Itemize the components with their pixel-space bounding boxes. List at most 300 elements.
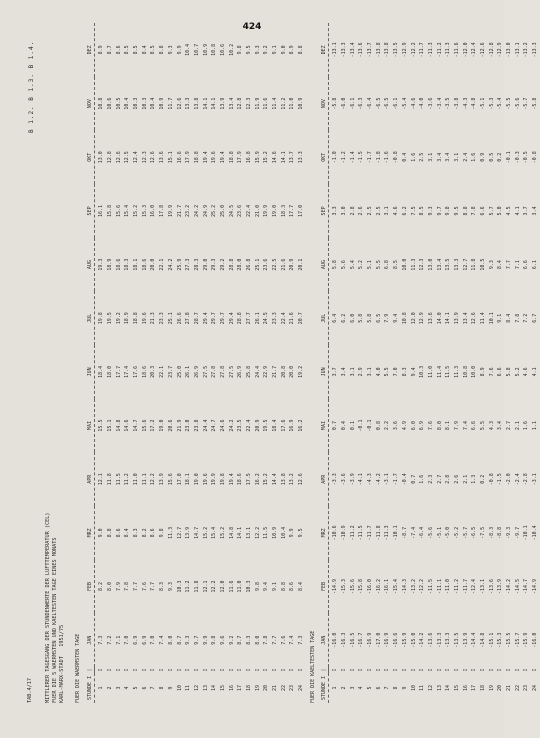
- table-row: [487, 23, 496, 703]
- temperature-cell: 1.1: [532, 421, 539, 431]
- hour-cell: 19: [488, 684, 495, 692]
- temperature-cell: 8.0: [167, 635, 174, 645]
- temperature-cell: 8.8: [298, 45, 305, 55]
- month-column-header: DEZ: [86, 45, 93, 55]
- temperature-cell: 10.3: [419, 365, 426, 378]
- column-separator: I: [124, 668, 131, 672]
- temperature-cell: 19.0: [159, 419, 166, 432]
- temperature-cell: 28.8: [237, 312, 244, 325]
- temperature-cell: 13.6: [427, 312, 434, 325]
- temperature-cell: 22.1: [159, 365, 166, 378]
- temperature-cell: -12.2: [410, 42, 417, 58]
- month-column-header: MRZ: [320, 528, 327, 538]
- temperature-cell: -0.4: [401, 473, 408, 486]
- temperature-cell: 9.0: [98, 528, 105, 538]
- temperature-cell: 14.1: [237, 526, 244, 539]
- hour-cell: 21: [272, 684, 279, 692]
- temperature-cell: 1.6: [410, 152, 417, 162]
- temperature-cell: 8.3: [133, 528, 140, 538]
- temperature-cell: -3.3: [332, 473, 339, 486]
- reference-codes: B 1.2. B 1.3. B 1.4.: [28, 40, 35, 133]
- temperature-cell: 8.6: [115, 45, 122, 55]
- column-separator: I: [384, 668, 391, 672]
- temperature-cell: -5.5: [506, 97, 513, 110]
- temperature-cell: 18.3: [124, 258, 131, 271]
- temperature-cell: -4.3: [462, 97, 469, 110]
- temperature-cell: 15.9: [254, 151, 261, 164]
- temperature-cell: -15.0: [410, 632, 417, 648]
- temperature-cell: 22.4: [280, 312, 287, 325]
- temperature-cell: 17.7: [115, 365, 122, 378]
- temperature-cell: 2.2: [384, 421, 391, 431]
- temperature-cell: 20.1: [298, 258, 305, 271]
- temperature-cell: 11.2: [280, 97, 287, 110]
- temperature-cell: 16.8: [246, 151, 253, 164]
- temperature-cell: 10.3: [133, 97, 140, 110]
- temperature-cell: 10.6: [219, 43, 226, 56]
- temperature-cell: 8.4: [506, 313, 513, 323]
- column-separator: I: [167, 668, 174, 672]
- temperature-cell: -13.2: [410, 578, 417, 595]
- temperature-cell: 26.6: [176, 312, 183, 325]
- temperature-cell: 14.8: [115, 419, 122, 432]
- temperature-cell: 13.4: [462, 312, 469, 325]
- column-separator: I: [254, 668, 261, 672]
- table-row: [245, 23, 254, 703]
- temperature-cell: 0.7: [410, 474, 417, 484]
- temperature-cell: -0.3: [514, 151, 521, 164]
- temperature-cell: 8.7: [107, 45, 114, 55]
- temperature-cell: 9.8: [159, 528, 166, 538]
- temperature-cell: 23.0: [185, 419, 192, 432]
- table-row: [158, 23, 167, 703]
- temperature-cell: -5.4: [401, 97, 408, 110]
- hour-cell: 7: [150, 686, 157, 690]
- temperature-cell: 0.5: [488, 152, 495, 162]
- temperature-cell: 11.1: [141, 473, 148, 486]
- hour-cell: 15: [219, 684, 226, 692]
- temperature-cell: -11.3: [384, 525, 391, 541]
- temperature-cell: 22.5: [272, 258, 279, 271]
- temperature-cell: -13.8: [384, 42, 391, 58]
- temperature-cell: 9.3: [167, 45, 174, 55]
- column-separator: I: [332, 668, 339, 672]
- temperature-cell: 18.6: [141, 258, 148, 271]
- temperature-cell: 6.9: [133, 635, 140, 645]
- temperature-cell: 10.3: [141, 97, 148, 110]
- temperature-cell: 19.0: [193, 473, 200, 486]
- table-row: [392, 23, 401, 703]
- temperature-cell: 11.8: [107, 473, 114, 486]
- hour-cell: 9: [167, 686, 174, 690]
- temperature-cell: -8.8: [497, 526, 504, 539]
- temperature-cell: 13.9: [453, 312, 460, 325]
- temperature-cell: 8.9: [98, 45, 105, 55]
- column-separator: I: [298, 668, 305, 672]
- temperature-cell: 12.3: [141, 151, 148, 164]
- temperature-cell: -15.1: [488, 632, 495, 648]
- temperature-cell: 25.1: [167, 312, 174, 325]
- hour-cell: 13: [202, 684, 209, 692]
- temperature-cell: 3.6: [393, 421, 400, 431]
- temperature-cell: 20.9: [254, 419, 261, 432]
- temperature-cell: 14.1: [280, 151, 287, 164]
- hour-cell: 16: [462, 684, 469, 692]
- temperature-cell: 17.0: [298, 204, 305, 217]
- temperature-cell: 14.1: [211, 97, 218, 110]
- temperature-cell: 20.9: [289, 258, 296, 271]
- table-header-row: [85, 23, 95, 703]
- hour-cell: 12: [193, 684, 200, 692]
- temperature-cell: 7.6: [280, 635, 287, 645]
- column-separator: I: [176, 668, 183, 672]
- temperature-cell: -4.1: [358, 473, 365, 486]
- column-separator: I: [141, 668, 148, 672]
- temperature-cell: -13.6: [427, 632, 434, 648]
- temperature-cell: 27.8: [211, 365, 218, 378]
- temperature-cell: 8.5: [133, 45, 140, 55]
- temperature-cell: 13.3: [453, 258, 460, 271]
- hour-cell: 8: [159, 686, 166, 690]
- temperature-cell: 6.7: [532, 313, 539, 323]
- temperature-cell: 2.8: [349, 206, 356, 216]
- temperature-cell: 12.6: [115, 151, 122, 164]
- temperature-cell: 9.5: [298, 528, 305, 538]
- temperature-cell: -1.0: [332, 151, 339, 164]
- temperature-cell: -15.7: [514, 632, 521, 648]
- temperature-cell: 15.1: [107, 419, 114, 432]
- month-column-header: AUG: [86, 260, 93, 270]
- temperature-cell: 2.9: [358, 367, 365, 377]
- temperature-cell: 10.4: [150, 97, 157, 110]
- table-row: [167, 23, 176, 703]
- temperature-cell: 11.3: [410, 258, 417, 271]
- hour-cell: 10: [410, 684, 417, 692]
- temperature-cell: 6.2: [401, 206, 408, 216]
- table-row: [123, 23, 132, 703]
- temperature-cell: 24.2: [167, 258, 174, 271]
- column-separator: I: [289, 668, 296, 672]
- temperature-cell: 8.3: [246, 635, 253, 645]
- temperature-cell: 19.2: [115, 312, 122, 325]
- temperature-cell: -14.3: [401, 578, 408, 595]
- temperature-cell: 18.6: [115, 258, 122, 271]
- temperature-cell: -4.8: [471, 97, 478, 110]
- temperature-cell: -0.8: [488, 473, 495, 486]
- temperature-cell: 12.1: [202, 580, 209, 593]
- table-row: [297, 23, 306, 703]
- temperature-cell: 12.8: [237, 97, 244, 110]
- month-column-header: JAN: [320, 635, 327, 645]
- temperature-cell: 2.6: [358, 206, 365, 216]
- temperature-cell: -5.2: [453, 526, 460, 539]
- temperature-cell: 16.0: [150, 204, 157, 217]
- column-separator: I: [532, 668, 539, 672]
- table-row: [418, 23, 427, 703]
- temperature-cell: 13.9: [219, 97, 226, 110]
- column-separator: I: [523, 668, 530, 672]
- temperature-cell: 18.0: [107, 365, 114, 378]
- temperature-cell: 8.9: [480, 367, 487, 377]
- temperature-cell: 24.5: [263, 312, 270, 325]
- temperature-cell: -5.6: [514, 97, 521, 110]
- month-column-header: MAI: [86, 421, 93, 431]
- temperature-cell: 11.6: [263, 97, 270, 110]
- temperature-cell: -12.0: [462, 42, 469, 58]
- table-row: [253, 23, 262, 703]
- hour-column-header: STUNDE I: [320, 675, 327, 701]
- temperature-cell: -5.8: [332, 97, 339, 110]
- temperature-cell: 8.5: [124, 45, 131, 55]
- temperature-cell: -13.6: [488, 578, 495, 595]
- temperature-cell: -0.1: [367, 419, 374, 432]
- temperature-cell: -14.5: [514, 578, 521, 595]
- temperature-cell: -3.1: [384, 473, 391, 486]
- temperature-cell: 23.8: [193, 419, 200, 432]
- temperature-cell: -5.1: [436, 526, 443, 539]
- temperature-cell: -14.4: [471, 632, 478, 648]
- temperature-cell: 10.7: [193, 43, 200, 56]
- column-separator: I: [462, 668, 469, 672]
- temperature-cell: 11.8: [471, 258, 478, 271]
- temperature-cell: 8.1: [445, 421, 452, 431]
- table-row: [236, 23, 245, 703]
- temperature-cell: -1.4: [349, 151, 356, 164]
- temperature-cell: 12.2: [150, 473, 157, 486]
- temperature-cell: -13.5: [393, 42, 400, 58]
- hour-cell: 20: [497, 684, 504, 692]
- temperature-cell: -10.1: [393, 525, 400, 541]
- temperature-cell: -6.5: [384, 97, 391, 110]
- temperature-cell: -5.6: [427, 526, 434, 539]
- temperature-cell: 5.8: [332, 260, 339, 270]
- temperature-cell: 21.7: [176, 204, 183, 217]
- hour-cell: 14: [211, 684, 218, 692]
- column-separator: I: [453, 668, 460, 672]
- temperature-cell: 8.5: [393, 260, 400, 270]
- temperature-cell: 2.7: [506, 421, 513, 431]
- temperature-cell: 12.8: [107, 151, 114, 164]
- column-separator: I: [341, 668, 348, 672]
- temperature-cell: 29.3: [211, 258, 218, 271]
- temperature-cell: 25.1: [254, 258, 261, 271]
- temperature-cell: -1.7: [393, 473, 400, 486]
- temperature-cell: 11.2: [124, 473, 131, 486]
- temperature-cell: -4.3: [367, 473, 374, 486]
- temperature-cell: 11.0: [427, 365, 434, 378]
- temperature-cell: 7.9: [453, 421, 460, 431]
- hour-cell: 18: [246, 684, 253, 692]
- temperature-cell: -16.9: [367, 632, 374, 648]
- temperature-cell: 7.8: [263, 635, 270, 645]
- hour-cell: 2: [107, 686, 114, 690]
- temperature-cell: 28.3: [193, 258, 200, 271]
- temperature-cell: 8.6: [115, 528, 122, 538]
- temperature-cell: 10.0: [471, 365, 478, 378]
- temperature-cell: 6.6: [497, 367, 504, 377]
- column-separator: I: [497, 668, 504, 672]
- column-separator: I: [246, 668, 253, 672]
- temperature-cell: 13.9: [185, 526, 192, 539]
- temperature-cell: 15.8: [107, 204, 114, 217]
- temperature-cell: 10.9: [272, 526, 279, 539]
- temperature-cell: 20.7: [298, 312, 305, 325]
- temperature-cell: 29.4: [228, 312, 235, 325]
- temperature-cell: 6.9: [141, 635, 148, 645]
- month-column-header: JUN: [320, 367, 327, 377]
- temperature-cell: -6.1: [393, 97, 400, 110]
- temperature-cell: -11.3: [427, 42, 434, 58]
- temperature-cell: -5.3: [488, 97, 495, 110]
- temperature-cell: 22.9: [263, 365, 270, 378]
- temperature-cell: -12.6: [480, 42, 487, 58]
- temperature-cell: 15.6: [167, 473, 174, 486]
- temperature-cell: -1.8: [375, 151, 382, 164]
- temperature-cell: 10.8: [98, 97, 105, 110]
- hour-cell: 15: [453, 684, 460, 692]
- hour-cell: 14: [445, 684, 452, 692]
- temperature-cell: 10.9: [202, 43, 209, 56]
- temperature-cell: -6.4: [367, 97, 374, 110]
- temperature-cell: -15.5: [506, 632, 513, 648]
- temperature-cell: 13.4: [436, 258, 443, 271]
- temperature-cell: 19.9: [263, 204, 270, 217]
- temperature-cell: -4.2: [375, 473, 382, 486]
- temperature-cell: 25.0: [176, 365, 183, 378]
- temperature-cell: 9.8: [445, 206, 452, 216]
- table-row: [453, 23, 462, 703]
- temperature-cell: 0.7: [332, 421, 339, 431]
- temperature-cell: 23.2: [185, 204, 192, 217]
- temperature-cell: 2.4: [462, 152, 469, 162]
- temperature-cell: -16.3: [341, 632, 348, 648]
- temperature-cell: 3.1: [349, 367, 356, 377]
- temperature-cell: 8.3: [401, 367, 408, 377]
- temperature-cell: 9.3: [185, 635, 192, 645]
- temperature-cell: 11.9: [254, 97, 261, 110]
- column-separator: |: [320, 668, 327, 672]
- hour-cell: 1: [98, 686, 105, 690]
- temperature-cell: 14.7: [193, 526, 200, 539]
- column-separator: I: [150, 668, 157, 672]
- temperature-cell: 0.9: [480, 152, 487, 162]
- hour-cell: 23: [289, 684, 296, 692]
- temperature-cell: 11.0: [133, 473, 140, 486]
- month-column-header: JAN: [86, 635, 93, 645]
- temperature-cell: 12.3: [246, 97, 253, 110]
- temperature-cell: 9.1: [272, 582, 279, 592]
- temperature-cell: 14.8: [228, 526, 235, 539]
- temperature-cell: 3.4: [497, 421, 504, 431]
- temperature-cell: 19.6: [141, 312, 148, 325]
- table-row: [140, 23, 149, 703]
- temperature-cell: -5.1: [480, 97, 487, 110]
- temperature-cell: 2.1: [462, 474, 469, 484]
- temperature-cell: 15.3: [141, 204, 148, 217]
- table-row: [175, 23, 184, 703]
- temperature-cell: 7.2: [523, 313, 530, 323]
- temperature-cell: 7.9: [115, 582, 122, 592]
- temperature-cell: 11.6: [228, 580, 235, 593]
- temperature-cell: 10.3: [246, 580, 253, 593]
- temperature-cell: 14.6: [272, 151, 279, 164]
- temperature-cell: 19.5: [107, 312, 114, 325]
- temperature-cell: 19.6: [211, 151, 218, 164]
- temperature-cell: 29.7: [211, 312, 218, 325]
- temperature-cell: 11.2: [185, 580, 192, 593]
- temperature-cell: 22.4: [246, 419, 253, 432]
- temperature-cell: -3.1: [532, 473, 539, 486]
- temperature-cell: -0.8: [532, 151, 539, 164]
- table-row: [531, 23, 540, 703]
- temperature-cell: 7.3: [298, 635, 305, 645]
- temperature-cell: 9.7: [193, 635, 200, 645]
- page-number: 424: [242, 22, 262, 32]
- temperature-cell: 9.5: [246, 45, 253, 55]
- temperature-cell: 8.8: [462, 206, 469, 216]
- temperature-cell: 21.6: [289, 312, 296, 325]
- temperature-cell: -13.3: [341, 42, 348, 58]
- temperature-cell: -17.0: [375, 632, 382, 648]
- temperature-cell: 24.4: [202, 419, 209, 432]
- temperature-cell: 4.5: [506, 206, 513, 216]
- temperature-cell: 9.8: [211, 635, 218, 645]
- temperature-cell: -1.6: [384, 151, 391, 164]
- temperature-cell: 25.8: [246, 365, 253, 378]
- month-column-header: OKT: [86, 152, 93, 162]
- temperature-cell: 18.1: [133, 258, 140, 271]
- temperature-cell: -11.3: [445, 42, 452, 58]
- temperature-cell: 16.6: [176, 151, 183, 164]
- temperature-cell: 10.4: [124, 97, 131, 110]
- temperature-cell: 19.6: [202, 473, 209, 486]
- temperature-cell: 18.4: [272, 419, 279, 432]
- temperature-cell: 19.2: [298, 365, 305, 378]
- column-separator: I: [419, 668, 426, 672]
- temperature-cell: -15.3: [497, 632, 504, 648]
- temperature-cell: 9.7: [436, 206, 443, 216]
- temperature-cell: 28.7: [193, 312, 200, 325]
- temperature-cell: -12.2: [419, 578, 426, 595]
- temperature-cell: 17.2: [150, 419, 157, 432]
- temperature-cell: -11.5: [358, 525, 365, 541]
- temperature-cell: 11.4: [436, 365, 443, 378]
- column-separator: I: [480, 668, 487, 672]
- warm-days-table: [85, 23, 306, 703]
- temperature-cell: 12.5: [124, 151, 131, 164]
- temperature-cell: 3.3: [332, 206, 339, 216]
- temperature-cell: 8.7: [237, 635, 244, 645]
- temperature-cell: -10.6: [332, 525, 339, 541]
- temperature-cell: -11.6: [453, 42, 460, 58]
- temperature-cell: -5.7: [462, 526, 469, 539]
- temperature-cell: 18.1: [185, 473, 192, 486]
- temperature-cell: 13.1: [246, 526, 253, 539]
- temperature-cell: 27.7: [246, 312, 253, 325]
- temperature-cell: 9.2: [263, 45, 270, 55]
- column-separator: I: [445, 668, 452, 672]
- temperature-cell: 8.3: [159, 582, 166, 592]
- table-header-row: [319, 23, 329, 703]
- hour-cell: 21: [506, 684, 513, 692]
- temperature-cell: 15.4: [124, 204, 131, 217]
- temperature-cell: 29.7: [219, 312, 226, 325]
- temperature-cell: -13.9: [462, 632, 469, 648]
- temperature-cell: 9.3: [254, 45, 261, 55]
- temperature-cell: -13.3: [445, 632, 452, 648]
- table-row: [357, 23, 366, 703]
- column-separator: I: [185, 668, 192, 672]
